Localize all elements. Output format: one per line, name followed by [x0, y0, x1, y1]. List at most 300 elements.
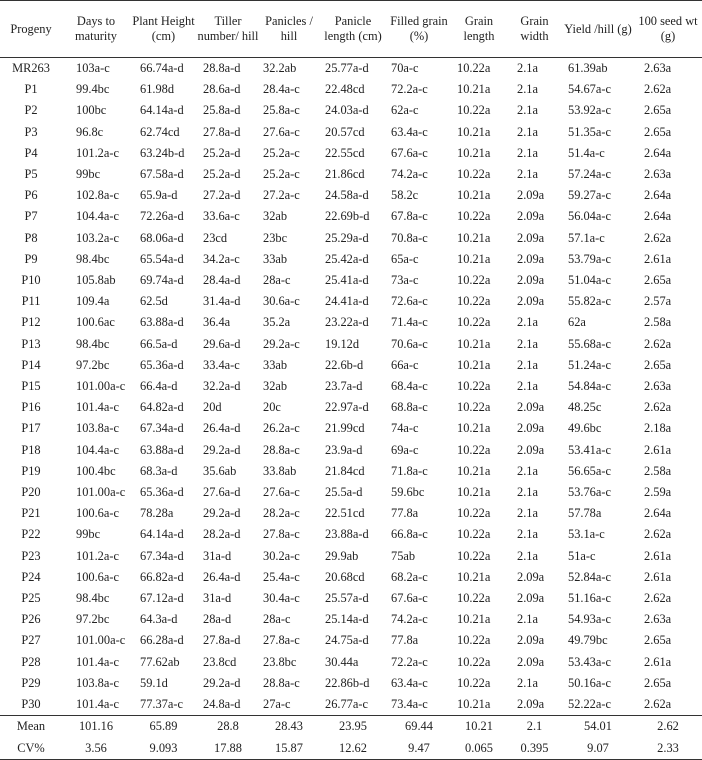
- grain-length-cell: 10.21a: [457, 357, 491, 372]
- table-row: [0, 588, 702, 609]
- grain-width-cell: 2.09a: [517, 442, 545, 457]
- grain-length-cell: 10.22a: [457, 633, 491, 648]
- days-to-maturity-cell: 100.4bc: [76, 463, 116, 478]
- progeny-cell: P15: [21, 379, 41, 394]
- tiller-number-cell: 28.8a-d: [203, 61, 241, 75]
- table-row: [0, 291, 702, 312]
- days-to-maturity-cell: 104.4a-c: [76, 442, 120, 457]
- seed-weight-cell: 2.65a: [644, 633, 672, 648]
- yield-cell: 57.78a: [568, 506, 602, 521]
- seed-weight-cell: 2.65a: [644, 273, 672, 288]
- table-row: [0, 440, 702, 461]
- filled-grain-cell: 63.4a-c: [391, 124, 428, 139]
- panicles-cell: 27.6a-c: [263, 124, 300, 139]
- panicles-cell: 28a-c: [263, 273, 291, 288]
- tiller-number-cell: 31a-d: [203, 591, 232, 606]
- days-to-maturity-cell: 103.8a-c: [76, 421, 120, 436]
- grain-length-cell: 10.21a: [457, 82, 491, 97]
- tiller-number-cell: 29.6a-d: [203, 336, 241, 351]
- progeny-cell: P18: [21, 442, 41, 457]
- seed-weight-cell: 2.62a: [644, 82, 672, 97]
- yield-cell: 54.67a-c: [568, 82, 612, 97]
- mean-plant-height-cell: 65.89: [130, 716, 197, 738]
- cv-yield-cell: 9.07: [562, 738, 634, 760]
- progeny-cell: P20: [21, 485, 41, 500]
- filled-grain-cell: 58.2c: [391, 188, 419, 203]
- yield-cell: 57.1a-c: [568, 230, 605, 245]
- grain-width-cell: 2.1a: [517, 675, 538, 690]
- grain-width-cell: 2.09a: [517, 294, 545, 309]
- days-to-maturity-cell: 100.6a-c: [76, 506, 120, 521]
- panicle-length-cell: 21.86cd: [325, 167, 365, 182]
- mean-progeny-cell: Mean: [0, 716, 62, 738]
- tiller-number-cell: 29.2a-d: [203, 442, 241, 457]
- progeny-cell: P10: [21, 273, 41, 288]
- yield-cell: 51.24a-c: [568, 357, 612, 372]
- seed-weight-cell: 2.63a: [644, 167, 672, 182]
- filled-grain-cell: 77.8a: [391, 506, 419, 521]
- panicle-length-cell: 24.75a-d: [325, 633, 369, 648]
- seed-weight-cell: 2.61a: [644, 442, 672, 457]
- seed-weight-cell: 2.62a: [644, 697, 672, 712]
- grain-width-cell: 2.09a: [517, 273, 545, 288]
- seed-weight-cell: 2.62a: [644, 336, 672, 351]
- progeny-cell: P8: [24, 230, 38, 245]
- days-to-maturity-cell: 97.2bc: [76, 357, 110, 372]
- grain-length-cell: 10.22a: [457, 209, 491, 224]
- plant-height-cell: 61.98d: [140, 82, 175, 97]
- tiller-number-cell: 25.8a-d: [203, 103, 241, 118]
- seed-weight-cell: 2.62a: [644, 527, 672, 542]
- filled-grain-cell: 63.4a-c: [391, 675, 428, 690]
- panicles-cell: 27a-c: [263, 697, 291, 712]
- progeny-cell: P1: [24, 82, 38, 97]
- panicles-cell: 27.8a-c: [263, 633, 300, 648]
- table-row: [0, 503, 702, 524]
- grain-width-cell: 2.09a: [517, 654, 545, 669]
- grain-length-cell: 10.21a: [457, 124, 491, 139]
- progeny-cell: P11: [21, 294, 41, 309]
- seed-weight-cell: 2.65a: [644, 124, 672, 139]
- grain-width-cell: 2.1a: [517, 548, 538, 563]
- mean-filled-grain-cell: 69.44: [387, 716, 451, 738]
- panicles-cell: 32ab: [263, 379, 288, 394]
- header-grain-length: Grain length: [451, 1, 507, 58]
- progeny-cell: P7: [24, 209, 38, 224]
- filled-grain-cell: 59.6bc: [391, 485, 425, 500]
- panicle-length-cell: 25.5a-d: [325, 485, 363, 500]
- plant-height-cell: 63.24b-d: [140, 145, 185, 160]
- seed-weight-cell: 2.64a: [644, 145, 672, 160]
- table-row: [0, 334, 702, 355]
- yield-cell: 49.6bc: [568, 421, 602, 436]
- progeny-cell: P23: [21, 548, 41, 563]
- seed-weight-cell: 2.64a: [644, 188, 672, 203]
- seed-weight-cell: 2.65a: [644, 357, 672, 372]
- grain-width-cell: 2.1a: [517, 336, 538, 351]
- days-to-maturity-cell: 101.00a-c: [76, 485, 126, 500]
- progeny-cell: P30: [21, 697, 41, 712]
- filled-grain-cell: 72.6a-c: [391, 294, 428, 309]
- yield-cell: 59.27a-c: [568, 188, 612, 203]
- table-row: [0, 249, 702, 270]
- panicle-length-cell: 29.9ab: [325, 548, 359, 563]
- yield-cell: 55.82a-c: [568, 294, 612, 309]
- grain-length-cell: 10.21a: [457, 230, 491, 245]
- panicle-length-cell: 25.41a-d: [325, 273, 369, 288]
- tiller-number-cell: 26.4a-d: [203, 569, 241, 584]
- yield-cell: 61.39ab: [568, 61, 608, 75]
- yield-cell: 53.79a-c: [568, 251, 612, 266]
- progeny-cell: P4: [24, 145, 38, 160]
- cv-panicles-cell: 15.87: [259, 738, 319, 760]
- progeny-cell: P28: [21, 654, 41, 669]
- tiller-number-cell: 29.2a-d: [203, 506, 241, 521]
- panicles-cell: 33.8ab: [263, 463, 297, 478]
- tiller-number-cell: 24.8a-d: [203, 697, 241, 712]
- seed-weight-cell: 2.63a: [644, 379, 672, 394]
- grain-length-cell: 10.22a: [457, 273, 491, 288]
- tiller-number-cell: 23cd: [203, 230, 228, 245]
- panicles-cell: 25.4a-c: [263, 569, 300, 584]
- filled-grain-cell: 62a-c: [391, 103, 419, 118]
- plant-height-cell: 78.28a: [140, 506, 174, 521]
- filled-grain-cell: 66a-c: [391, 357, 419, 372]
- header-100-seed-weight: 100 seed wt (g): [634, 1, 702, 58]
- grain-width-cell: 2.09a: [517, 421, 545, 436]
- table-row: [0, 609, 702, 630]
- grain-width-cell: 2.1a: [517, 315, 538, 330]
- grain-length-cell: 10.22a: [457, 315, 491, 330]
- progeny-cell: P22: [21, 527, 41, 542]
- days-to-maturity-cell: 101.4a-c: [76, 654, 120, 669]
- filled-grain-cell: 72.2a-c: [391, 654, 428, 669]
- grain-width-cell: 2.1a: [517, 145, 538, 160]
- filled-grain-cell: 65a-c: [391, 251, 419, 266]
- cv-panicle-length-cell: 12.62: [319, 738, 387, 760]
- table-body: [0, 58, 702, 716]
- plant-height-cell: 67.58a-d: [140, 167, 184, 182]
- panicle-length-cell: 26.77a-c: [325, 697, 369, 712]
- yield-cell: 48.25c: [568, 400, 602, 415]
- grain-width-cell: 2.09a: [517, 251, 545, 266]
- progeny-cell: P17: [21, 421, 41, 436]
- panicle-length-cell: 24.41a-d: [325, 294, 369, 309]
- mean-seed-weight-cell: 2.62: [634, 716, 702, 738]
- panicles-cell: 26.2a-c: [263, 421, 300, 436]
- panicles-cell: 30.2a-c: [263, 548, 300, 563]
- grain-width-cell: 2.1a: [517, 379, 538, 394]
- panicles-cell: 27.2a-c: [263, 188, 300, 203]
- panicles-cell: 32.2ab: [263, 61, 297, 75]
- tiller-number-cell: 32.2a-d: [203, 379, 241, 394]
- yield-cell: 53.92a-c: [568, 103, 612, 118]
- plant-height-cell: 62.5d: [140, 294, 168, 309]
- grain-length-cell: 10.21a: [457, 251, 491, 266]
- progeny-cell: P21: [21, 506, 41, 521]
- grain-length-cell: 10.22a: [457, 61, 491, 75]
- grain-length-cell: 10.22a: [457, 442, 491, 457]
- progeny-cell: P16: [21, 400, 41, 415]
- mean-panicles-cell: 28.43: [259, 716, 319, 738]
- table-row: [0, 524, 702, 545]
- tiller-number-cell: 25.2a-d: [203, 145, 241, 160]
- grain-width-cell: 2.1a: [517, 506, 538, 521]
- grain-length-cell: 10.22a: [457, 167, 491, 182]
- plant-height-cell: 62.74cd: [140, 124, 180, 139]
- yield-cell: 55.68a-c: [568, 336, 612, 351]
- filled-grain-cell: 71.4a-c: [391, 315, 428, 330]
- seed-weight-cell: 2.65a: [644, 675, 672, 690]
- mean-days-to-maturity-cell: 101.16: [62, 716, 130, 738]
- grain-length-cell: 10.22a: [457, 675, 491, 690]
- table-row: [0, 312, 702, 333]
- progeny-cell: P5: [24, 167, 38, 182]
- mean-tiller-number-cell: 28.8: [197, 716, 259, 738]
- plant-height-cell: 65.36a-d: [140, 485, 184, 500]
- filled-grain-cell: 68.2a-c: [391, 569, 428, 584]
- panicle-length-cell: 25.29a-d: [325, 230, 369, 245]
- filled-grain-cell: 74a-c: [391, 421, 419, 436]
- plant-height-cell: 64.82a-d: [140, 400, 184, 415]
- plant-height-cell: 68.06a-d: [140, 230, 184, 245]
- plant-height-cell: 68.3a-d: [140, 463, 178, 478]
- plant-height-cell: 63.88a-d: [140, 315, 184, 330]
- tiller-number-cell: 27.2a-d: [203, 188, 241, 203]
- grain-length-cell: 10.22a: [457, 591, 491, 606]
- days-to-maturity-cell: 101.00a-c: [76, 379, 126, 394]
- days-to-maturity-cell: 98.4bc: [76, 591, 110, 606]
- days-to-maturity-cell: 97.2bc: [76, 612, 110, 627]
- days-to-maturity-cell: 101.4a-c: [76, 697, 120, 712]
- seed-weight-cell: 2.61a: [644, 251, 672, 266]
- grain-length-cell: 10.21a: [457, 145, 491, 160]
- days-to-maturity-cell: 99bc: [76, 527, 101, 542]
- panicles-cell: 27.8a-c: [263, 527, 300, 542]
- table-row: [0, 206, 702, 227]
- panicle-length-cell: 22.97a-d: [325, 400, 369, 415]
- seed-weight-cell: 2.63a: [644, 61, 672, 75]
- panicle-length-cell: 23.7a-d: [325, 379, 363, 394]
- header-filled-grain: Filled grain (%): [387, 1, 451, 58]
- grain-width-cell: 2.1a: [517, 124, 538, 139]
- panicle-length-cell: 22.6b-d: [325, 357, 364, 372]
- grain-width-cell: 2.1a: [517, 527, 538, 542]
- days-to-maturity-cell: 103.2a-c: [76, 230, 120, 245]
- seed-weight-cell: 2.64a: [644, 506, 672, 521]
- cv-filled-grain-cell: 9.47: [387, 738, 451, 760]
- panicles-cell: 33ab: [263, 357, 288, 372]
- yield-cell: 51.04a-c: [568, 273, 612, 288]
- table-header: [0, 1, 702, 58]
- grain-width-cell: 2.09a: [517, 400, 545, 415]
- seed-weight-cell: 2.64a: [644, 209, 672, 224]
- filled-grain-cell: 71.8a-c: [391, 463, 428, 478]
- progeny-cell: P9: [24, 251, 38, 266]
- panicles-cell: 28.4a-c: [263, 82, 300, 97]
- progeny-cell: P29: [21, 675, 41, 690]
- header-panicles-per-hill: Panicles / hill: [259, 1, 319, 58]
- cv-grain-length-cell: 0.065: [451, 738, 507, 760]
- yield-cell: 56.04a-c: [568, 209, 612, 224]
- progeny-cell: P6: [24, 188, 38, 203]
- header-plant-height: Plant Height (cm): [130, 1, 197, 58]
- days-to-maturity-cell: 101.00a-c: [76, 633, 126, 648]
- panicle-length-cell: 19.12d: [325, 336, 360, 351]
- tiller-number-cell: 27.8a-d: [203, 124, 241, 139]
- days-to-maturity-cell: 101.4a-c: [76, 400, 120, 415]
- header-yield-per-hill: Yield /hill (g): [562, 1, 634, 58]
- table-row: [0, 100, 702, 121]
- mean-grain-width-cell: 2.1: [507, 716, 562, 738]
- days-to-maturity-cell: 105.8ab: [76, 273, 116, 288]
- seed-weight-cell: 2.59a: [644, 485, 672, 500]
- panicles-cell: 25.2a-c: [263, 167, 300, 182]
- progeny-cell: P27: [21, 633, 41, 648]
- table-row: [0, 376, 702, 397]
- days-to-maturity-cell: 102.8a-c: [76, 188, 120, 203]
- grain-width-cell: 2.1a: [517, 103, 538, 118]
- days-to-maturity-cell: 104.4a-c: [76, 209, 120, 224]
- plant-height-cell: 69.74a-d: [140, 273, 184, 288]
- grain-length-cell: 10.21a: [457, 612, 491, 627]
- panicles-cell: 32ab: [263, 209, 288, 224]
- grain-length-cell: 10.21a: [457, 421, 491, 436]
- yield-cell: 53.1a-c: [568, 527, 605, 542]
- yield-cell: 62a: [568, 315, 586, 330]
- plant-height-cell: 66.5a-d: [140, 336, 178, 351]
- filled-grain-cell: 75ab: [391, 548, 416, 563]
- yield-cell: 52.84a-c: [568, 569, 612, 584]
- mean-row: [0, 716, 702, 738]
- seed-weight-cell: 2.61a: [644, 654, 672, 669]
- grain-length-cell: 10.22a: [457, 400, 491, 415]
- table-row: [0, 630, 702, 651]
- grain-width-cell: 2.1a: [517, 463, 538, 478]
- filled-grain-cell: 73a-c: [391, 273, 419, 288]
- panicle-length-cell: 25.57a-d: [325, 591, 369, 606]
- panicle-length-cell: 24.03a-d: [325, 103, 369, 118]
- tiller-number-cell: 35.6ab: [203, 463, 237, 478]
- seed-weight-cell: 2.61a: [644, 569, 672, 584]
- table-row: [0, 79, 702, 100]
- plant-height-cell: 66.82a-d: [140, 569, 184, 584]
- panicles-cell: 29.2a-c: [263, 336, 300, 351]
- table-row: [0, 397, 702, 418]
- plant-height-cell: 66.4a-d: [140, 379, 178, 394]
- panicle-length-cell: 23.9a-d: [325, 442, 363, 457]
- days-to-maturity-cell: 98.4bc: [76, 336, 110, 351]
- grain-width-cell: 2.1a: [517, 61, 538, 75]
- grain-width-cell: 2.1a: [517, 167, 538, 182]
- panicle-length-cell: 23.88a-d: [325, 527, 369, 542]
- tiller-number-cell: 33.6a-c: [203, 209, 240, 224]
- yield-cell: 54.84a-c: [568, 379, 612, 394]
- filled-grain-cell: 74.2a-c: [391, 167, 428, 182]
- cv-plant-height-cell: 9.093: [130, 738, 197, 760]
- grain-width-cell: 2.09a: [517, 569, 545, 584]
- grain-length-cell: 10.22a: [457, 103, 491, 118]
- plant-height-cell: 64.14a-d: [140, 103, 184, 118]
- progeny-cell: P2: [24, 103, 38, 118]
- panicle-length-cell: 25.77a-d: [325, 61, 369, 75]
- yield-cell: 53.43a-c: [568, 654, 612, 669]
- yield-cell: 57.24a-c: [568, 167, 612, 182]
- progeny-cell: P3: [24, 124, 38, 139]
- panicles-cell: 25.8a-c: [263, 103, 300, 118]
- grain-width-cell: 2.09a: [517, 633, 545, 648]
- table-row: [0, 164, 702, 185]
- days-to-maturity-cell: 103a-c: [76, 61, 110, 75]
- grain-length-cell: 10.22a: [457, 548, 491, 563]
- panicles-cell: 28.8a-c: [263, 675, 300, 690]
- tiller-number-cell: 28.4a-d: [203, 273, 241, 288]
- filled-grain-cell: 67.8a-c: [391, 209, 428, 224]
- grain-length-cell: 10.21a: [457, 569, 491, 584]
- grain-length-cell: 10.21a: [457, 697, 491, 712]
- table-row: [0, 461, 702, 482]
- progeny-cell: P26: [21, 612, 41, 627]
- plant-height-cell: 67.12a-d: [140, 591, 184, 606]
- panicles-cell: 30.4a-c: [263, 591, 300, 606]
- days-to-maturity-cell: 101.2a-c: [76, 548, 120, 563]
- panicle-length-cell: 24.58a-d: [325, 188, 369, 203]
- seed-weight-cell: 2.18a: [644, 421, 672, 436]
- plant-height-cell: 77.62ab: [140, 654, 180, 669]
- table-row: [0, 270, 702, 291]
- panicle-length-cell: 21.99cd: [325, 421, 365, 436]
- tiller-number-cell: 25.2a-d: [203, 167, 241, 182]
- filled-grain-cell: 67.6a-c: [391, 145, 428, 160]
- table-row: [0, 185, 702, 206]
- panicle-length-cell: 25.42a-d: [325, 251, 369, 266]
- mean-grain-length-cell: 10.21: [451, 716, 507, 738]
- panicles-cell: 28a-c: [263, 612, 291, 627]
- table-row: [0, 567, 702, 588]
- days-to-maturity-cell: 100bc: [76, 103, 107, 118]
- panicles-cell: 23bc: [263, 230, 288, 245]
- grain-width-cell: 2.1a: [517, 82, 538, 97]
- yield-cell: 52.22a-c: [568, 697, 612, 712]
- cv-row: [0, 738, 702, 760]
- tiller-number-cell: 27.6a-d: [203, 485, 241, 500]
- seed-weight-cell: 2.65a: [644, 103, 672, 118]
- filled-grain-cell: 72.2a-c: [391, 82, 428, 97]
- plant-height-cell: 59.1d: [140, 675, 168, 690]
- progeny-cell: P12: [21, 315, 41, 330]
- table-row: [0, 694, 702, 716]
- plant-height-cell: 64.3a-d: [140, 612, 178, 627]
- panicles-cell: 33ab: [263, 251, 288, 266]
- grain-length-cell: 10.22a: [457, 654, 491, 669]
- grain-width-cell: 2.1a: [517, 485, 538, 500]
- header-panicle-length: Panicle length (cm): [319, 1, 387, 58]
- filled-grain-cell: 70.8a-c: [391, 230, 428, 245]
- days-to-maturity-cell: 101.2a-c: [76, 145, 120, 160]
- panicle-length-cell: 21.84cd: [325, 463, 365, 478]
- tiller-number-cell: 26.4a-d: [203, 421, 241, 436]
- yield-cell: 51a-c: [568, 548, 596, 563]
- progeny-cell: MR263: [12, 61, 50, 75]
- filled-grain-cell: 68.8a-c: [391, 400, 428, 415]
- plant-height-cell: 64.14a-d: [140, 527, 184, 542]
- filled-grain-cell: 66.8a-c: [391, 527, 428, 542]
- tiller-number-cell: 28a-d: [203, 612, 232, 627]
- table-row: [0, 122, 702, 143]
- table-row: [0, 652, 702, 673]
- grain-length-cell: 10.21a: [457, 485, 491, 500]
- seed-weight-cell: 2.62a: [644, 230, 672, 245]
